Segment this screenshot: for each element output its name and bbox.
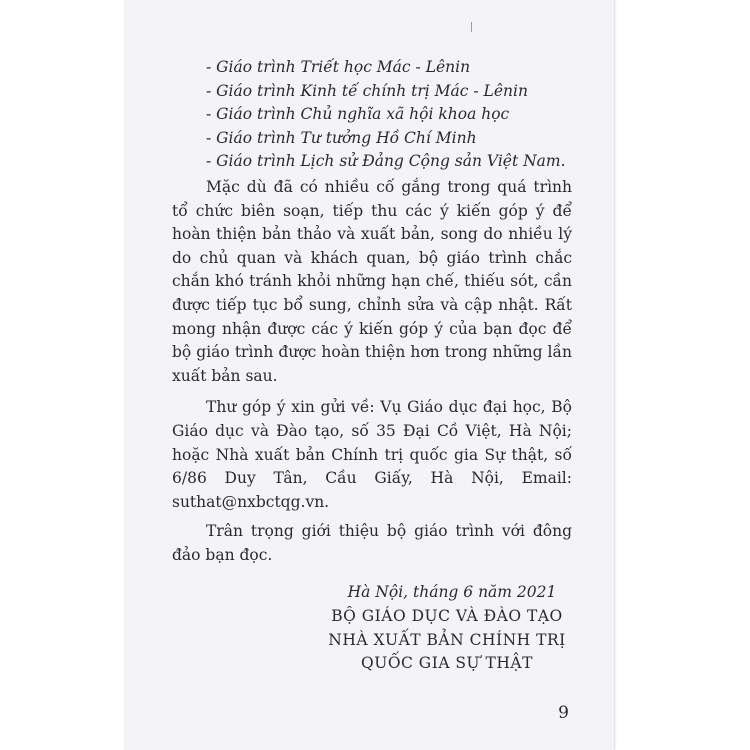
signature-publisher: NHÀ XUẤT BẢN CHÍNH TRỊ QUỐC GIA SỰ THẬT bbox=[328, 630, 566, 673]
paragraph-contact-address: Thư góp ý xin gửi về: Vụ Giáo dục đại học, Bộ Giáo dục và Đào tạo, số 35 Đại Cồ Việt, Hà Nội; hoặc Nhà xuất bản Chính trị quốc gia Sự thật, số 6/86 Duy Tân, Cầu Giấy, Hà Nội, Email: suthat@nxbctqg.vn. bbox=[172, 398, 572, 511]
paragraph-feedback-request: Mặc dù đã có nhiều cố gắng trong quá trình tổ chức biên soạn, tiếp thu các ý kiến góp ý để hoàn thiện bản thảo và xuất bản, song do nhiều lý do chủ quan và khách quan, bộ giáo trình chắc chắn khó tránh khỏi những hạn chế, thiếu sót, cần được tiếp tục bổ sung, chỉnh sửa và cập nhật. Rất mong nhận được các ý kiến góp ý của bạn đọc để bộ giáo trình được hoàn thiện hơn trong những lần xuất bản sau. bbox=[172, 177, 572, 385]
list-item: - Giáo trình Tư tưởng Hồ Chí Minh bbox=[206, 128, 477, 147]
list-item: - Giáo trình Kinh tế chính trị Mác - Lênin bbox=[206, 81, 528, 100]
list-item: - Giáo trình Lịch sử Đảng Cộng sản Việt Nam. bbox=[206, 152, 566, 171]
signature-ministry: BỘ GIÁO DỤC VÀ ĐÀO TẠO bbox=[331, 607, 563, 626]
textbook-list bbox=[172, 56, 572, 174]
list-item: - Giáo trình Triết học Mác - Lênin bbox=[206, 58, 471, 76]
book-page bbox=[124, 0, 614, 750]
page-content bbox=[172, 56, 572, 676]
paragraph-closing: Trân trọng giới thiệu bộ giáo trình với đông đảo bạn đọc. bbox=[172, 522, 572, 564]
page-mark bbox=[471, 22, 472, 32]
list-item: - Giáo trình Chủ nghĩa xã hội khoa học bbox=[206, 105, 510, 124]
signature-date: Hà Nội, tháng 6 năm 2021 bbox=[347, 583, 557, 602]
page-number: 9 bbox=[558, 703, 569, 723]
